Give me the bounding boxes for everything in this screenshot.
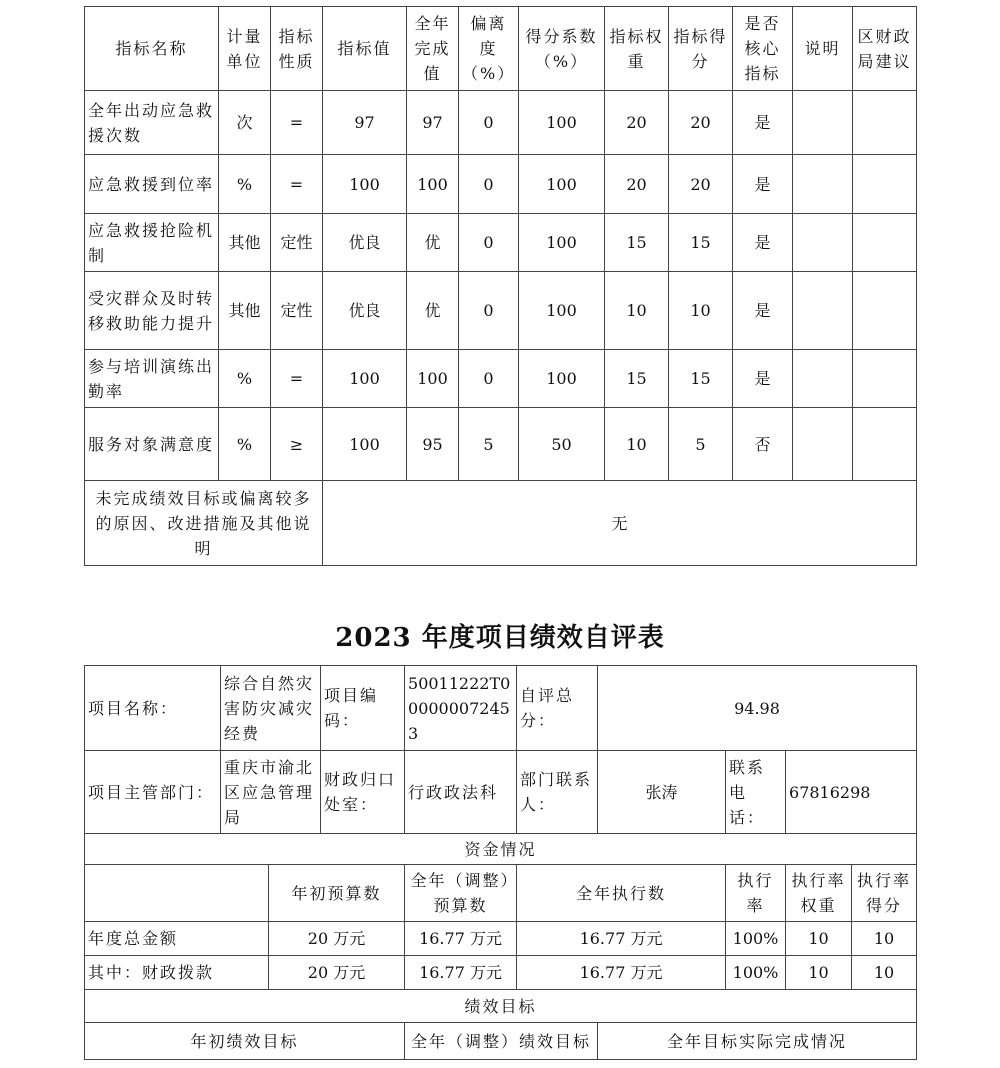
self-score-label: 自评总分： [517,666,598,751]
score: 10 [669,272,733,350]
coef: 100 [519,155,605,214]
dept: 重庆市渝北区应急管理局 [221,751,321,834]
unit: % [219,350,271,408]
table-row [85,214,917,272]
finance-office-label: 财政归口处室： [321,751,405,834]
nature: = [271,350,323,408]
core: 是 [733,214,793,272]
target: 优良 [323,214,407,272]
note-label: 未完成绩效目标或偏离较多的原因、改进措施及其他说明 [85,481,323,566]
fund-header-rate-visible: 执行率 [726,865,786,922]
header-indicator-name: 指标名称 [85,7,219,91]
unit: 其他 [219,272,271,350]
coef: 100 [519,214,605,272]
table-row [85,350,917,408]
fund-executed: 16.77 万元 [517,922,726,956]
goal-header-actual: 全年目标实际完成情况 [598,1023,917,1060]
fund-rate: 100% [726,922,786,956]
weight: 10 [605,408,669,481]
project-row [85,666,917,751]
note-row [85,481,917,566]
actual: 100 [407,350,459,408]
weight: 15 [605,214,669,272]
contact: 张涛 [598,751,726,834]
target: 100 [323,350,407,408]
deviation: 0 [459,272,519,350]
header-remark: 说明 [793,7,853,91]
table-row [85,956,917,990]
fund-rate: 100% [726,956,786,990]
dept-row [85,751,917,834]
indicator-name: 应急救援到位率 [85,155,219,214]
nature: ≥ [271,408,323,481]
core: 是 [733,272,793,350]
fund-header-initial: 年初预算数 [269,865,405,922]
nature: = [271,155,323,214]
remark-cell [793,272,853,350]
fund-initial: 20 万元 [269,956,405,990]
core: 否 [733,408,793,481]
indicator-table [84,6,917,566]
goal-header-row [85,1023,917,1060]
table-row [85,272,917,350]
deviation: 0 [459,155,519,214]
indicator-header-row [85,7,917,91]
page-title: 2023 年度项目绩效自评表 [335,623,665,653]
indicator-name: 全年出动应急救援次数 [85,91,219,155]
fund-executed: 16.77 万元 [517,956,726,990]
fund-adjusted: 16.77 万元 [405,922,517,956]
goal-header-initial: 年初绩效目标 [85,1023,405,1060]
nature: = [271,91,323,155]
advice-cell [853,155,917,214]
deviation: 5 [459,408,519,481]
fund-rate-weight: 10 [786,922,852,956]
fund-adjusted: 16.77 万元 [405,956,517,990]
goal-header-adjusted: 全年（调整）绩效目标 [405,1023,598,1060]
advice-cell [853,91,917,155]
indicator-name: 受灾群众及时转移救助能力提升 [85,272,219,350]
eval-table [84,665,917,1060]
unit: 次 [219,91,271,155]
project-name: 综合自然灾害防灾减灾经费 [221,666,321,751]
table-row [85,155,917,214]
header-deviation: 偏离度（%） [459,7,519,91]
deviation: 0 [459,91,519,155]
remark-cell [793,155,853,214]
actual: 97 [407,91,459,155]
advice-cell [853,408,917,481]
advice-cell [853,272,917,350]
indicator-name: 参与培训演练出勤率 [85,350,219,408]
coef: 50 [519,408,605,481]
phone-label: 联系电话： [726,751,786,834]
note-value: 无 [323,481,917,566]
header-nature: 指标性质 [271,7,323,91]
fund-section-title: 资金情况 [85,834,917,865]
fund-section-row [85,834,917,865]
coef: 100 [519,350,605,408]
score: 20 [669,91,733,155]
fund-row-label: 年度总金额 [85,922,269,956]
remark-cell [793,350,853,408]
target: 97 [323,91,407,155]
core: 是 [733,350,793,408]
project-name-label: 项目名称： [85,666,221,751]
score: 15 [669,350,733,408]
fund-header-rate-score: 执行率得分 [852,865,917,922]
coef: 100 [519,91,605,155]
score: 5 [669,408,733,481]
advice-cell [853,350,917,408]
header-core: 是否核心指标 [733,7,793,91]
fund-header-executed: 全年执行数 [517,865,726,922]
header-weight: 指标权重 [605,7,669,91]
fund-header-adjusted: 全年（调整）预算数 [405,865,517,922]
actual: 100 [407,155,459,214]
fund-rate-score: 10 [852,922,917,956]
target: 优良 [323,272,407,350]
deviation: 0 [459,350,519,408]
fund-header-rate-weight: 执行率权重 [786,865,852,922]
indicator-name: 应急救援抢险机制 [85,214,219,272]
weight: 20 [605,155,669,214]
header-actual: 全年完成值 [407,7,459,91]
finance-office: 行政政法科 [405,751,517,834]
core: 是 [733,91,793,155]
fund-header-empty [85,865,269,922]
actual: 优 [407,272,459,350]
fund-initial: 20 万元 [269,922,405,956]
dept-label: 项目主管部门： [85,751,221,834]
target: 100 [323,408,407,481]
score: 15 [669,214,733,272]
nature: 定性 [271,214,323,272]
unit: % [219,408,271,481]
fund-row-label: 其中：财政拨款 [85,956,269,990]
table-row [85,91,917,155]
core: 是 [733,155,793,214]
fund-header-row [85,865,917,922]
fund-rate-weight: 10 [786,956,852,990]
nature: 定性 [271,272,323,350]
actual: 优 [407,214,459,272]
phone: 67816298 [786,751,917,834]
coef: 100 [519,272,605,350]
weight: 10 [605,272,669,350]
fund-rate-score: 10 [852,956,917,990]
self-score: 94.98 [598,666,917,751]
target: 100 [323,155,407,214]
header-score: 指标得分 [669,7,733,91]
table-row [85,922,917,956]
deviation: 0 [459,214,519,272]
goal-section-row [85,990,917,1023]
table-row [85,408,917,481]
unit: % [219,155,271,214]
project-code-label: 项目编码： [321,666,405,751]
goal-section-title: 绩效目标 [85,990,917,1023]
advice-cell [853,214,917,272]
indicator-name: 服务对象满意度 [85,408,219,481]
header-coef: 得分系数（%） [519,7,605,91]
weight: 15 [605,350,669,408]
unit: 其他 [219,214,271,272]
header-target: 指标值 [323,7,407,91]
header-advice: 区财政局建议 [853,7,917,91]
remark-cell [793,91,853,155]
header-unit: 计量单位 [219,7,271,91]
remark-cell [793,408,853,481]
weight: 20 [605,91,669,155]
score: 20 [669,155,733,214]
project-code: 50011222T000000072453 [405,666,517,751]
actual: 95 [407,408,459,481]
remark-cell [793,214,853,272]
contact-label: 部门联系人： [517,751,598,834]
